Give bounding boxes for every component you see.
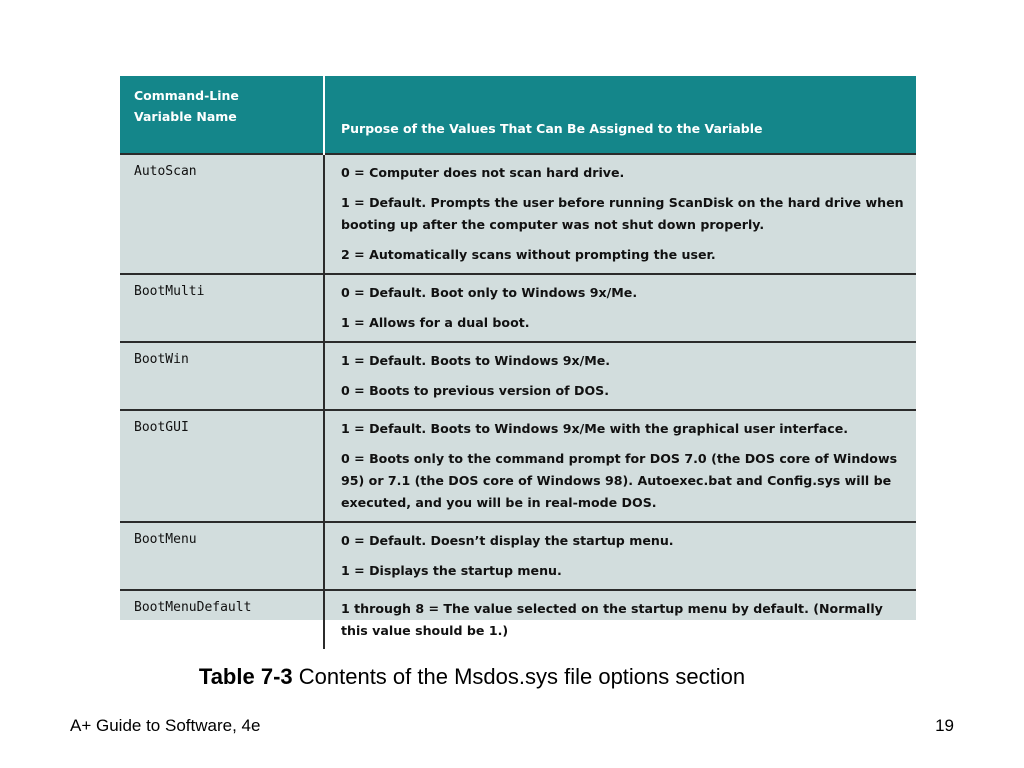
variable-name-cell: BootMenu <box>120 522 324 590</box>
variable-name-cell: BootMulti <box>120 274 324 342</box>
table-row <box>120 154 916 274</box>
variable-name-cell: AutoScan <box>120 154 324 274</box>
table-body <box>120 154 916 649</box>
table-row <box>120 274 916 342</box>
options-table <box>120 76 916 649</box>
value-description: 1 = Default. Boots to Windows 9x/Me. <box>341 353 611 368</box>
variable-name-cell: BootWin <box>120 342 324 410</box>
table-row <box>120 522 916 590</box>
table-caption <box>0 664 944 690</box>
table-row <box>120 590 916 649</box>
header-purpose-text: Purpose of the Values That Can Be Assigned to the Variable <box>341 121 763 136</box>
header-variable-name-text: Command-Line Variable Name <box>134 88 239 124</box>
header-purpose <box>324 76 916 154</box>
page-number: 19 <box>935 716 954 735</box>
value-description: 1 = Displays the startup menu. <box>341 563 562 578</box>
value-description: 0 = Boots to previous version of DOS. <box>341 383 610 398</box>
table-row <box>120 410 916 522</box>
variable-purpose-cell <box>324 410 916 522</box>
variable-name-cell: BootGUI <box>120 410 324 522</box>
value-description: 1 = Allows for a dual boot. <box>341 315 530 330</box>
value-description: 0 = Computer does not scan hard drive. <box>341 165 625 180</box>
value-description: 0 = Boots only to the command prompt for DOS 7.0 (the DOS core of Windows 95) or 7.1 (the DOS core of Windows 98). Autoexec.bat and Config.sys will be executed, and you will be in real-mode DOS. <box>341 451 898 510</box>
options-table-figure <box>120 76 916 638</box>
value-description: 0 = Default. Doesn’t display the startup menu. <box>341 533 674 548</box>
value-description: 1 = Default. Boots to Windows 9x/Me with the graphical user interface. <box>341 421 849 436</box>
footer-book-title: A+ Guide to Software, 4e <box>70 716 261 735</box>
variable-purpose-cell <box>324 154 916 274</box>
variable-purpose-cell <box>324 342 916 410</box>
variable-purpose-cell <box>324 274 916 342</box>
value-description: 1 through 8 = The value selected on the startup menu by default. (Normally this value should be 1.) <box>341 601 883 638</box>
caption-label: Table 7-3 <box>198 664 293 689</box>
variable-name-cell: BootMenuDefault <box>120 590 324 649</box>
table-row <box>120 342 916 410</box>
table-header-row <box>120 76 916 154</box>
caption-text: Contents of the Msdos.sys file options section <box>292 664 746 689</box>
variable-purpose-cell <box>324 522 916 590</box>
variable-purpose-cell <box>324 590 916 649</box>
value-description: 0 = Default. Boot only to Windows 9x/Me. <box>341 285 638 300</box>
value-description: 1 = Default. Prompts the user before running ScanDisk on the hard drive when booting up after the computer was not shut down properly. <box>341 195 904 232</box>
value-description: 2 = Automatically scans without prompting the user. <box>341 247 716 262</box>
header-variable-name <box>120 76 324 154</box>
